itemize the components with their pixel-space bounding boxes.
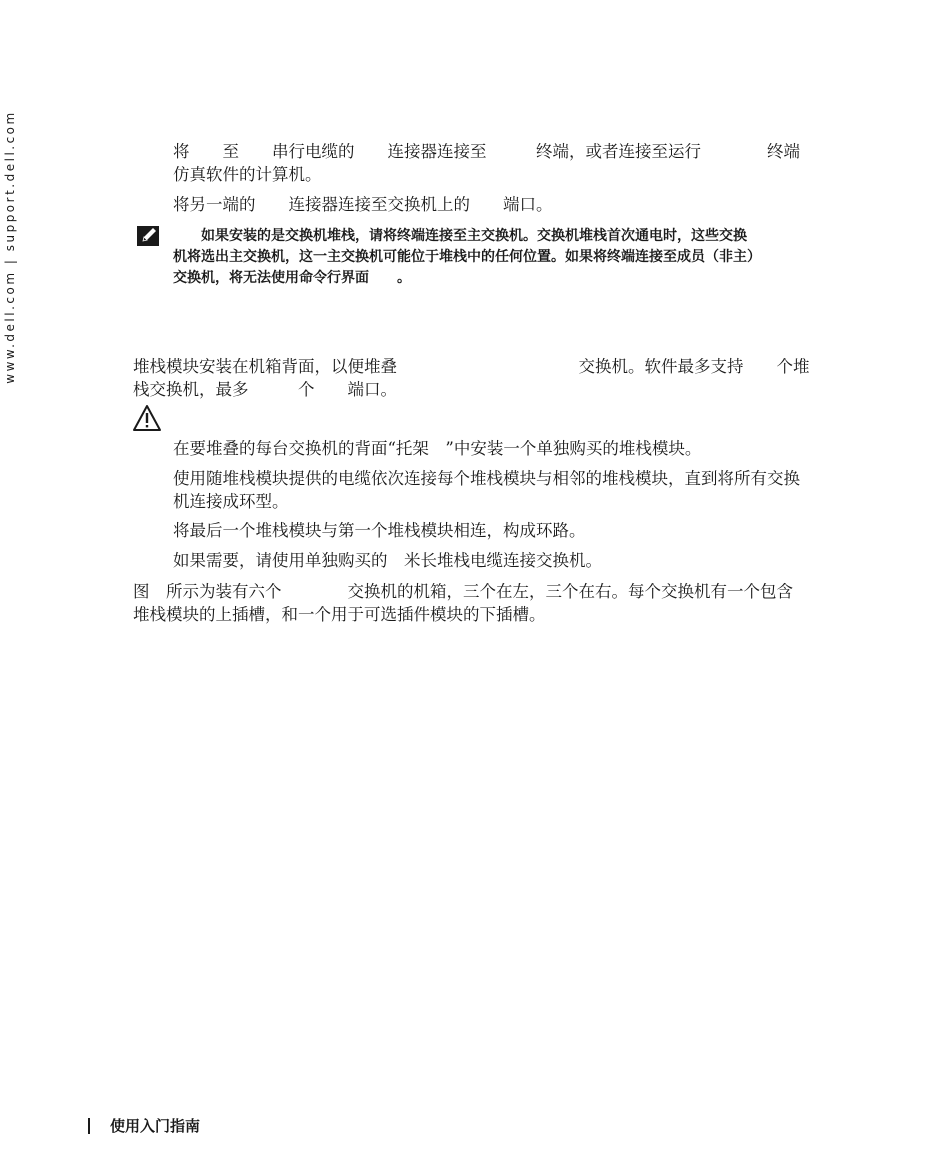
stacking-step-3: 将最后一个堆栈模块与第一个堆栈模块相连，构成环路。 [173,521,586,540]
sidebar-url [0,100,17,390]
stacking-step-4: 如果需要，请使用单独购买的 米长堆栈电缆连接交换机。 [173,551,602,570]
footer-title: 使用入门指南 [110,1117,201,1135]
stacking-intro-line-1: 堆栈模块安装在机箱背面，以便堆叠 交换机。软件最多支持 个堆 [133,357,810,376]
figure-description-line-1: 图 所示为装有六个 交换机的机箱，三个在左，三个在右。每个交换机有一个包含 [133,582,793,601]
stacking-step-1: 在要堆叠的每台交换机的背面“托架 ”中安装一个单独购买的堆栈模块。 [173,439,702,458]
serial-step-2: 将另一端的 连接器连接至交换机上的 端口。 [173,195,553,214]
note-line-2: 机将选出主交换机，这一主交换机可能位于堆栈中的任何位置。如果将终端连接至成员（非主） [173,249,761,265]
serial-step-1-line-1: 将 至 串行电缆的 连接器连接至 终端，或者连接至运行 终端 [173,142,800,161]
figure-description-line-2: 堆栈模块的上插槽，和一个用于可选插件模块的下插槽。 [133,605,546,624]
note-line-3: 交换机，将无法使用命令行界面 。 [173,270,411,286]
serial-step-1-line-2: 仿真软件的计算机。 [173,165,322,184]
stacking-intro-line-2: 栈交换机，最多 个 端口。 [133,380,397,399]
stacking-step-2-line-1: 使用随堆栈模块提供的电缆依次连接每个堆栈模块与相邻的堆栈模块，直到将所有交换 [173,469,800,488]
stacking-step-2-line-2: 机连接成环型。 [173,492,289,511]
note-pencil-icon [136,225,162,247]
note-line-1: 如果安装的是交换机堆栈，请将终端连接至主交换机。交换机堆栈首次通电时，这些交换 [173,228,747,244]
sidebar-url-text: www.dell.com | support.dell.com [3,110,17,384]
caution-triangle-icon [132,404,162,432]
footer-divider [88,1118,90,1134]
